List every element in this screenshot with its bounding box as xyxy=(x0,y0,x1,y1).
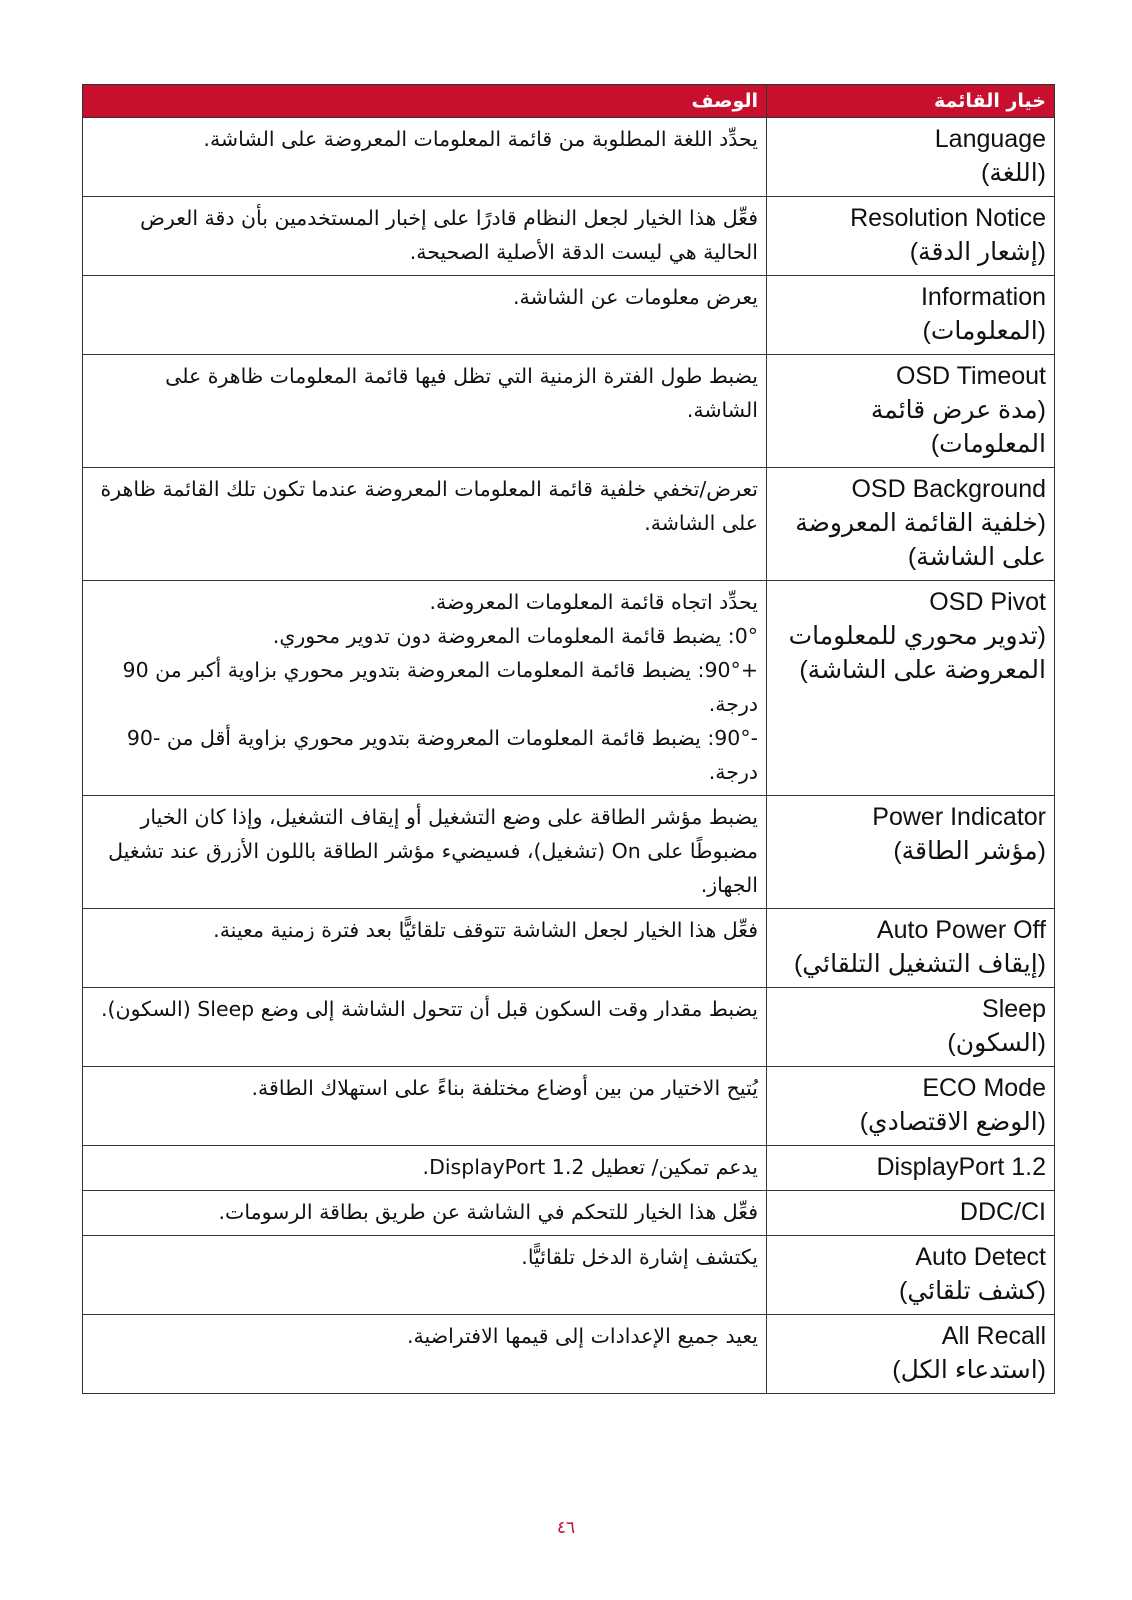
description-text: فعِّل هذا الخيار لجعل النظام قادرًا على إخبار المستخدمين بأن دقة العرض الحالية هي ليست الدقة الأصلية الصحيحة. xyxy=(140,206,758,264)
description-cell xyxy=(83,197,767,276)
description-cell xyxy=(83,1236,767,1315)
option-cell xyxy=(767,909,1055,988)
description-text: يضبط طول الفترة الزمنية التي تظل فيها قائمة المعلومات ظاهرة على الشاشة. xyxy=(165,364,758,422)
option-cell xyxy=(767,1067,1055,1146)
option-name-arabic: (الوضع الاقتصادي) xyxy=(859,1108,1046,1136)
description-cell xyxy=(83,1067,767,1146)
option-name-arabic: (إيقاف التشغيل التلقائي) xyxy=(793,950,1046,978)
description-cell xyxy=(83,988,767,1067)
option-name: Sleep xyxy=(982,995,1046,1023)
option-name: Auto Detect xyxy=(915,1243,1046,1271)
option-name: OSD Background xyxy=(851,475,1046,503)
option-name: DisplayPort 1.2 xyxy=(876,1153,1046,1181)
table-row xyxy=(83,1315,1055,1394)
table-header-row xyxy=(83,85,1055,118)
description-text: -90°: يضبط قائمة المعلومات المعروضة بتدوير محوري بزاوية أقل من -90 درجة. xyxy=(126,726,758,784)
description-cell xyxy=(83,276,767,355)
description-text: فعِّل هذا الخيار لجعل الشاشة تتوقف تلقائيًّا بعد فترة زمنية معينة. xyxy=(213,918,758,942)
description-cell xyxy=(83,468,767,581)
description-text: تعرض/تخفي خلفية قائمة المعلومات المعروضة عندما تكون تلك القائمة ظاهرة على الشاشة. xyxy=(100,477,758,535)
table-row xyxy=(83,796,1055,909)
option-cell xyxy=(767,1236,1055,1315)
description-text: يكتشف إشارة الدخل تلقائيًّا. xyxy=(521,1245,758,1269)
table-row xyxy=(83,1067,1055,1146)
description-text: يُتيح الاختيار من بين أوضاع مختلفة بناءً على استهلاك الطاقة. xyxy=(251,1076,758,1100)
option-cell xyxy=(767,1191,1055,1236)
option-cell xyxy=(767,988,1055,1067)
description-cell xyxy=(83,796,767,909)
option-name: OSD Timeout xyxy=(895,362,1046,390)
description-cell xyxy=(83,1146,767,1191)
option-name-arabic: (مدة عرض قائمة المعلومات) xyxy=(870,396,1046,458)
table-row xyxy=(83,118,1055,197)
option-name: Auto Power Off xyxy=(876,916,1046,944)
option-name-arabic: (مؤشر الطاقة) xyxy=(893,837,1046,865)
description-cell xyxy=(83,1315,767,1394)
page-number: ٤٦ xyxy=(556,1518,576,1538)
option-cell xyxy=(767,276,1055,355)
table-row xyxy=(83,581,1055,796)
description-cell xyxy=(83,118,767,197)
table-row xyxy=(83,909,1055,988)
option-name-arabic: (السكون) xyxy=(947,1029,1046,1057)
table-row xyxy=(83,1236,1055,1315)
description-text: يحدِّد اتجاه قائمة المعلومات المعروضة. xyxy=(429,590,758,614)
header-option: خيار القائمة xyxy=(767,85,1055,118)
option-name-arabic: (خلفية القائمة المعروضة على الشاشة) xyxy=(795,509,1046,571)
option-name: ECO Mode xyxy=(922,1074,1046,1102)
option-name-arabic: (كشف تلقائي) xyxy=(899,1277,1046,1305)
table-row xyxy=(83,988,1055,1067)
description-text: +90°: يضبط قائمة المعلومات المعروضة بتدوير محوري بزاوية أكبر من 90 درجة. xyxy=(122,658,758,716)
option-name-arabic: (استدعاء الكل) xyxy=(892,1356,1046,1384)
option-cell xyxy=(767,197,1055,276)
option-cell xyxy=(767,1315,1055,1394)
option-name: Language xyxy=(934,125,1046,153)
description-text: يحدِّد اللغة المطلوبة من قائمة المعلومات المعروضة على الشاشة. xyxy=(203,127,758,151)
option-name-arabic: (اللغة) xyxy=(981,159,1046,187)
option-cell xyxy=(767,355,1055,468)
option-name: All Recall xyxy=(941,1322,1046,1350)
table-row xyxy=(83,197,1055,276)
option-name: DDC/CI xyxy=(959,1198,1046,1226)
option-cell xyxy=(767,581,1055,796)
option-name: OSD Pivot xyxy=(929,588,1046,616)
table-row xyxy=(83,468,1055,581)
table-row xyxy=(83,276,1055,355)
option-name-arabic: (إشعار الدقة) xyxy=(909,238,1046,266)
description-cell xyxy=(83,1191,767,1236)
settings-table xyxy=(82,84,1055,1394)
description-text: يعرض معلومات عن الشاشة. xyxy=(512,285,758,309)
table-row xyxy=(83,1191,1055,1236)
option-name: Power Indicator xyxy=(872,803,1046,831)
option-name-arabic: (المعلومات) xyxy=(922,317,1046,345)
description-text: يضبط مقدار وقت السكون قبل أن تتحول الشاشة إلى وضع Sleep (السكون). xyxy=(101,997,758,1021)
description-cell xyxy=(83,581,767,796)
table-row xyxy=(83,1146,1055,1191)
description-text: يضبط مؤشر الطاقة على وضع التشغيل أو إيقاف التشغيل، وإذا كان الخيار مضبوطًا على On (تشغيل)، فسيضيء مؤشر الطاقة باللون الأزرق عند تشغيل الجهاز. xyxy=(108,805,758,897)
description-cell xyxy=(83,355,767,468)
header-description: الوصف xyxy=(83,85,767,118)
option-name: Resolution Notice xyxy=(850,204,1046,232)
option-cell xyxy=(767,796,1055,909)
option-name-arabic: (تدوير محوري للمعلومات المعروضة على الشاشة) xyxy=(788,622,1046,684)
description-text: يدعم تمكين/ تعطيل DisplayPort 1.2. xyxy=(422,1155,758,1179)
description-text: يعيد جميع الإعدادات إلى قيمها الافتراضية. xyxy=(407,1324,758,1348)
option-name: Information xyxy=(920,283,1046,311)
option-cell xyxy=(767,1146,1055,1191)
description-cell xyxy=(83,909,767,988)
description-text: 0°: يضبط قائمة المعلومات المعروضة دون تدوير محوري. xyxy=(272,624,758,648)
option-cell xyxy=(767,468,1055,581)
option-cell xyxy=(767,118,1055,197)
description-text: فعِّل هذا الخيار للتحكم في الشاشة عن طريق بطاقة الرسومات. xyxy=(218,1200,758,1224)
table-row xyxy=(83,355,1055,468)
